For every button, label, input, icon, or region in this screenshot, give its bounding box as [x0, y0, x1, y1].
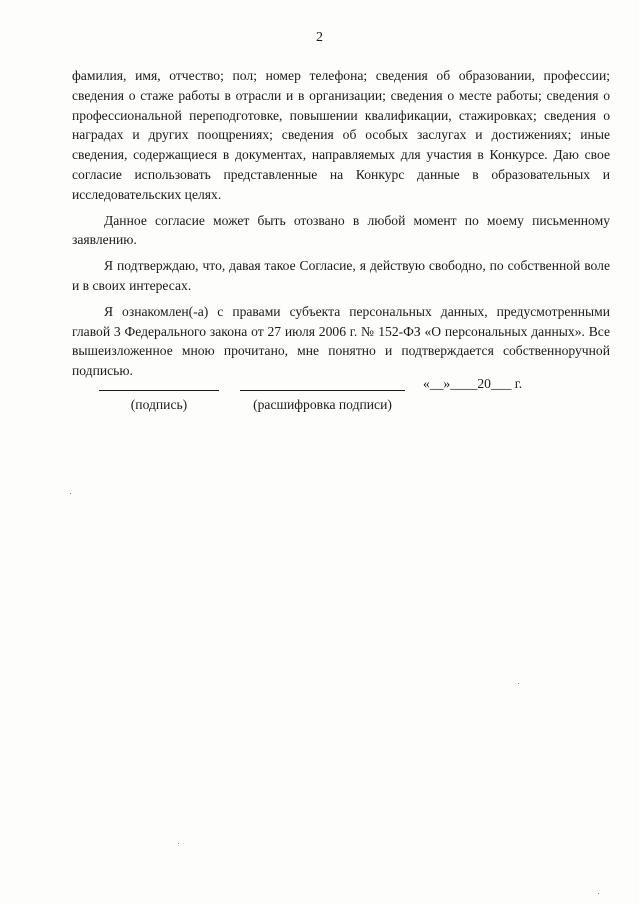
- paragraph-acknowledgement: Я ознакомлен(-а) с правами субъекта персональных данных, предусмотренными главой 3 Федерального закона от 27 июля 2006 г. № 152-ФЗ «О персональных данных». Все вышеизложенное мною прочитано, мне понятно и подтверждается собственноручной подписью.: [72, 303, 610, 379]
- document-body: [72, 66, 610, 381]
- signature-line: [99, 390, 219, 391]
- page-number: 2: [316, 30, 323, 45]
- paragraph-personal-data-list: фамилия, имя, отчество; пол; номер телефона; сведения об образовании, профессии; сведения о стаже работы в отрасли и в организации; сведения о месте работы; сведения о профессиональной переподготовке, повышении квалификации, стажировках; сведения о наградах и других поощрениях; сведения об особых заслугах и достижениях; иные сведения, содержащиеся в документах, направляемых для участия в Конкурсе. Даю свое согласие использовать представленные на Конкурс данные в образовательных и исследовательских целях.: [72, 68, 610, 202]
- date-field: «__»____20___ г.: [423, 376, 523, 391]
- signature-caption: (подпись): [130, 397, 188, 412]
- signature-decode-line: [240, 390, 405, 391]
- signature-decode-caption: (расшифровка подписи): [253, 397, 392, 412]
- scan-speck: [70, 493, 71, 494]
- paragraph-free-will: Я подтверждаю, что, давая такое Согласие, я действую свободно, по собственной воле и в своих интересах.: [72, 258, 610, 293]
- paragraph-revocation: Данное согласие может быть отозвано в любой момент по моему письменному заявлению.: [72, 212, 610, 248]
- scan-speck: [598, 893, 599, 894]
- scan-speck: [178, 843, 179, 844]
- scan-speck: [518, 683, 519, 684]
- signature-block: [0, 372, 639, 432]
